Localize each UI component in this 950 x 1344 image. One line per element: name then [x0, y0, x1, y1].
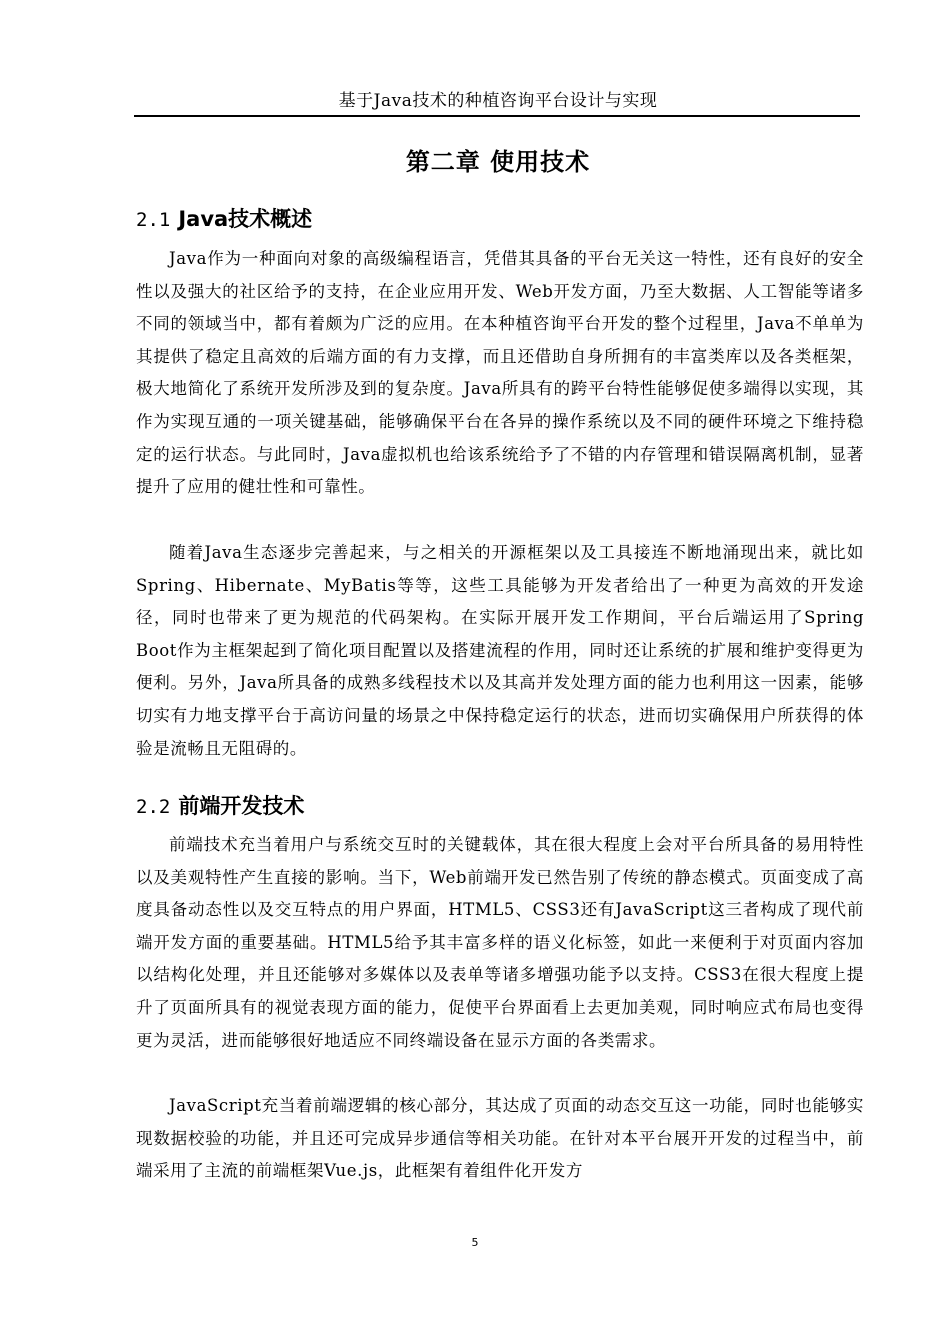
paragraph-java-overview: Java作为一种面向对象的高级编程语言，凭借其具备的平台无关这一特性，还有良好的安全性以及强大的社区给予的支持，在企业应用开发、Web开发方面，乃至大数据、人工智能等诸多不同的领域当中，都有着颇为广泛的应用。在本种植咨询平台开发的整个过程里，Java不单单为其提供了稳定且高效的后端方面的有力支撑，而且还借助自身所拥有的丰富类库以及各类框架，极大地简化了系统开发所涉及到的复杂度。Java所具有的跨平台特性能够促使多端得以实现，其作为实现互通的一项关键基础，能够确保平台在各异的操作系统以及不同的硬件环境之下维持稳定的运行状态。与此同时，Java虚拟机也给该系统给予了不错的内存管理和错误隔离机制，显著提升了应用的健壮性和可靠性。: [136, 249, 864, 497]
section-title: Java技术概述: [178, 207, 313, 231]
paragraph-frontend-overview: 前端技术充当着用户与系统交互时的关键载体，其在很大程度上会对平台所具备的易用特性以及美观特性产生直接的影响。当下，Web前端开发已然告别了传统的静态模式。页面变成了高度具备动态性以及交互特点的用户界面，HTML5、CSS3还有JavaScript这三者构成了现代前端开发方面的重要基础。HTML5给予其丰富多样的语义化标签，如此一来便利于对页面内容加以结构化处理，并且还能够对多媒体以及表单等诸多增强功能予以支持。CSS3在很大程度上提升了页面所具有的视觉表现方面的能力，促使平台界面看上去更加美观，同时响应式布局也变得更为灵活，进而能够很好地适应不同终端设备在显示方面的各类需求。: [136, 835, 864, 1050]
section-title: 前端开发技术: [178, 794, 305, 818]
section-heading-2-2: [136, 792, 860, 821]
section-number: 2.1: [136, 209, 171, 231]
running-header: 基于Java技术的种植咨询平台设计与实现: [338, 91, 658, 111]
paragraph-java-ecosystem: 随着Java生态逐步完善起来，与之相关的开源框架以及工具接连不断地涌现出来，就比如Spring、Hibernate、MyBatis等等，这些工具能够为开发者给出了一种更为高效的开发途径，同时也带来了更为规范的代码架构。在实际开展开发工作期间，平台后端运用了Spring Boot作为主框架起到了简化项目配置以及搭建流程的作用，同时还让系统的扩展和维护变得更为便利。另外，Java所具备的成熟多线程技术以及其高并发处理方面的能力也利用这一因素，能够切实有力地支撑平台于高访问量的场景之中保持稳定运行的状态，进而切实确保用户所获得的体验是流畅且无阻碍的。: [136, 543, 864, 758]
paragraph-javascript: JavaScript充当着前端逻辑的核心部分，其达成了页面的动态交互这一功能，同时也能够实现数据校验的功能，并且还可完成异步通信等相关功能。在针对本平台展开开发的过程当中，前端采用了主流的前端框架Vue.js，此框架有着组件化开发方: [136, 1096, 864, 1181]
section-heading-2-1: [136, 205, 860, 234]
section-number: 2.2: [136, 796, 171, 818]
page-number: 5: [471, 1236, 479, 1249]
header-rule: [134, 115, 860, 117]
chapter-title: 第二章 使用技术: [405, 148, 591, 176]
